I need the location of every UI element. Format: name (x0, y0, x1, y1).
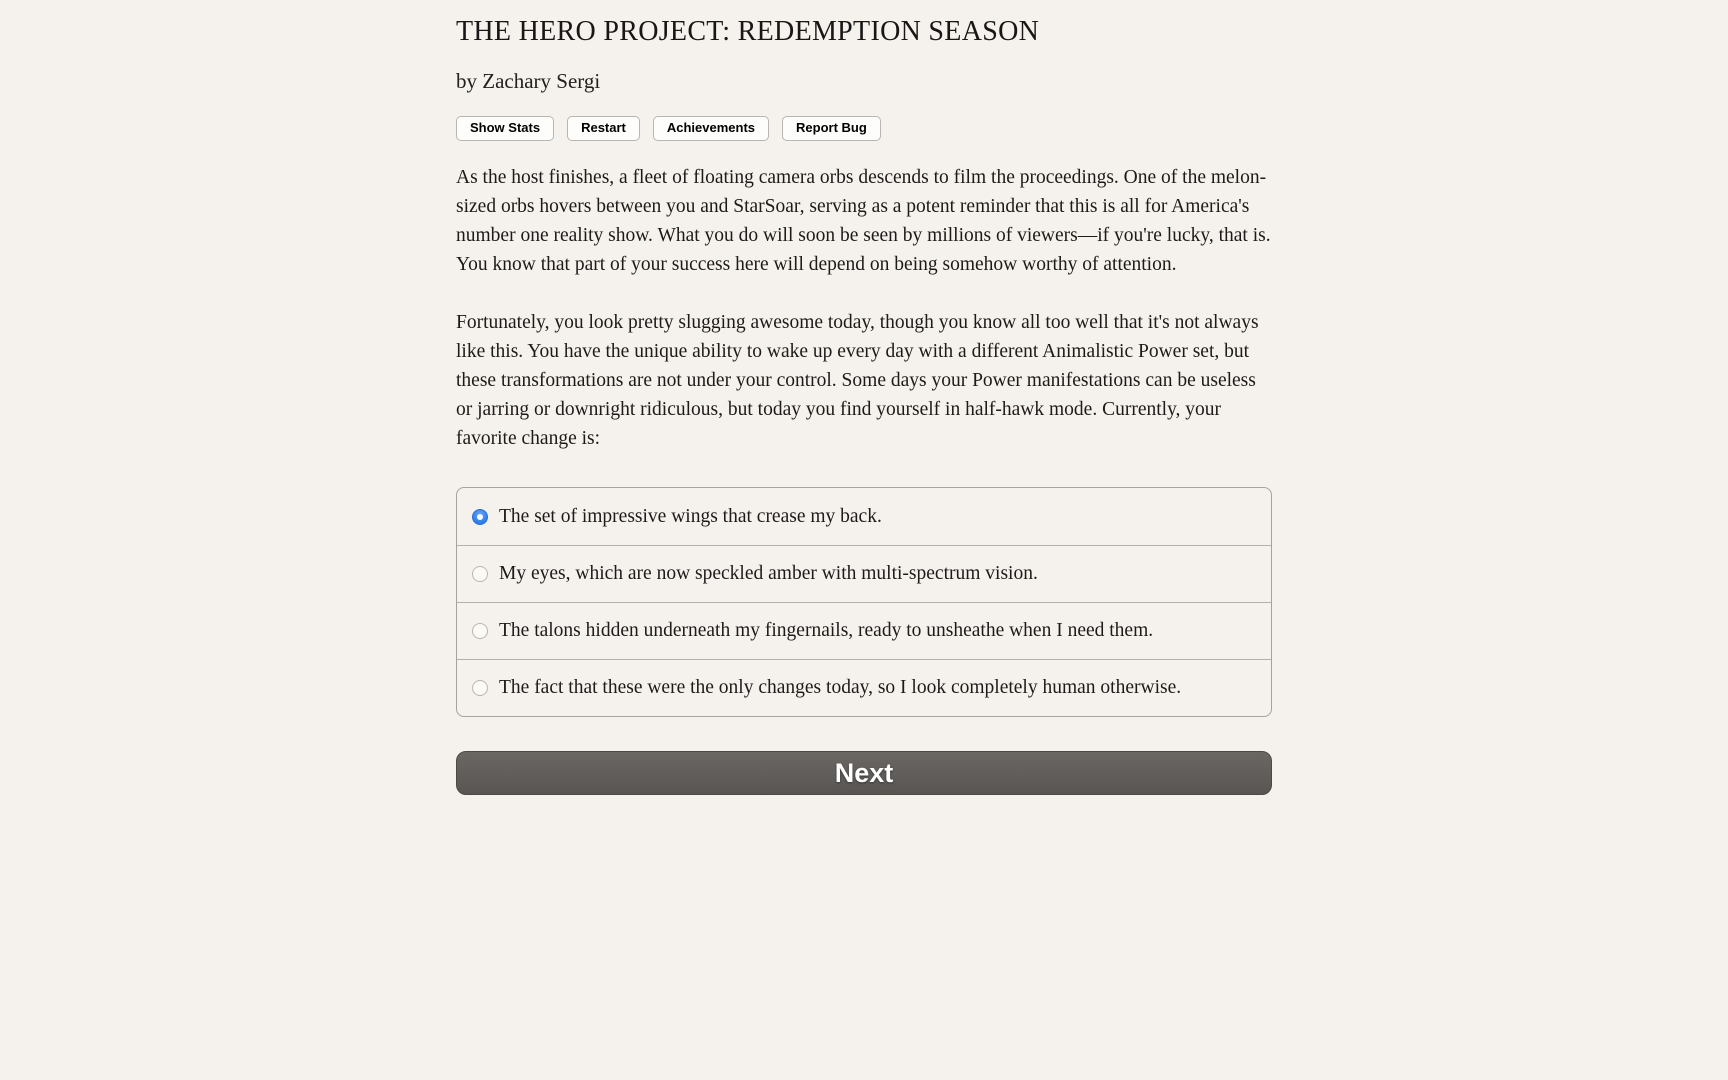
toolbar (456, 116, 1272, 141)
choice-list (456, 487, 1272, 717)
choice-option-label: The fact that these were the only changes today, so I look completely human otherwise. (499, 677, 1182, 699)
choice-option-label: The talons hidden underneath my fingernails, ready to unsheathe when I need them. (499, 620, 1154, 642)
choice-option-3[interactable] (457, 602, 1271, 659)
choice-option-label: The set of impressive wings that crease my back. (499, 505, 882, 527)
radio-icon[interactable] (472, 566, 488, 582)
next-button[interactable]: Next (456, 751, 1272, 795)
content-column (456, 0, 1272, 795)
radio-icon[interactable] (472, 680, 488, 696)
choice-option-label: My eyes, which are now speckled amber with multi-spectrum vision. (499, 563, 1038, 585)
restart-button[interactable]: Restart (567, 116, 640, 141)
choice-option-1[interactable] (457, 488, 1271, 545)
page-title: THE HERO PROJECT: REDEMPTION SEASON (456, 16, 1040, 47)
story-paragraph-2: Fortunately, you look pretty slugging awesome today, though you know all too well that it's not always like this. You have the unique ability to wake up every day with a different Animalistic Power set, but these transformations are not under your control. Some days your Power manifestations can be useless or jarring or downright ridiculous, but today you find yourself in half-hawk mode. Currently, your favorite change is: (456, 312, 1259, 450)
achievements-button[interactable]: Achievements (653, 116, 769, 141)
show-stats-button[interactable]: Show Stats (456, 116, 554, 141)
story-text (456, 163, 1272, 453)
radio-icon[interactable] (472, 623, 488, 639)
choice-option-4[interactable] (457, 659, 1271, 716)
byline: by Zachary Sergi (456, 69, 601, 94)
choice-option-2[interactable] (457, 545, 1271, 602)
report-bug-button[interactable]: Report Bug (782, 116, 881, 141)
story-paragraph-1: As the host finishes, a fleet of floating camera orbs descends to film the proceedings. One of the melon-sized orbs hovers between you and StarSoar, serving as a potent reminder that this is all for America's number one reality show. What you do will soon be seen by millions of viewers—if you're lucky, that is. You know that part of your success here will depend on being somehow worthy of attention. (456, 167, 1271, 276)
radio-icon[interactable] (472, 509, 488, 525)
